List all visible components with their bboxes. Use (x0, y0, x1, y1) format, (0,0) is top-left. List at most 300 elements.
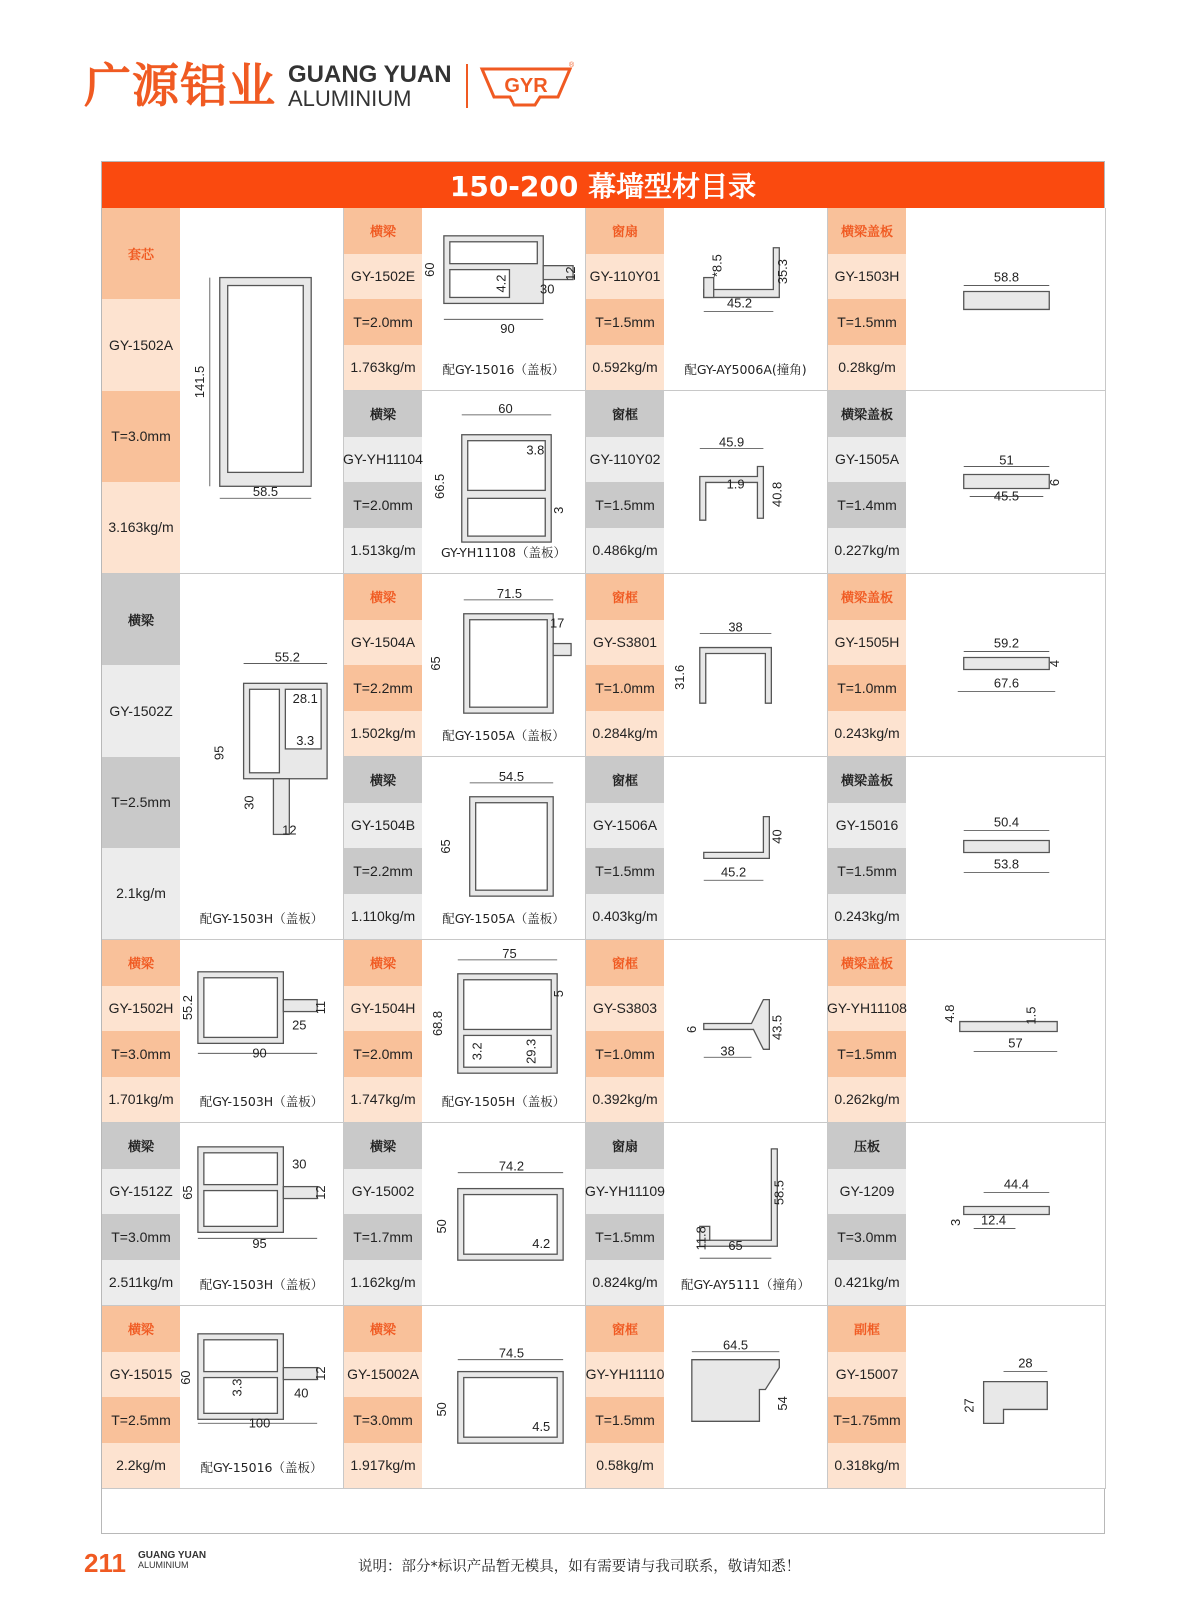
profile-model: GY-YH11109 (586, 1169, 664, 1215)
dimension-label: 58.5 (771, 1180, 787, 1206)
dimension-label: 45.5 (993, 488, 1020, 504)
profile-label-column (828, 1123, 906, 1305)
profile-weight: 0.421kg/m (828, 1260, 906, 1306)
profile-cell-gy-yh11110 (586, 1306, 828, 1489)
profile-cell-gy-15007 (828, 1306, 1106, 1489)
profile-cell-gy-1503h (828, 208, 1106, 391)
profile-cell-gy-1504h (344, 940, 586, 1123)
profile-section-diagram (664, 940, 827, 1122)
profile-cell-gy-1512z (102, 1123, 344, 1306)
profile-label-column (102, 574, 180, 939)
profile-thickness: T=2.5mm (102, 757, 180, 848)
svg-text:®: ® (568, 62, 574, 69)
profile-label-column (586, 574, 664, 756)
profile-weight: 1.763kg/m (344, 345, 422, 391)
dimension-label: 40 (294, 1385, 309, 1401)
profile-section-diagram (906, 208, 1105, 390)
profile-category: 横梁盖板 (828, 574, 906, 620)
profile-model: GY-1505A (828, 437, 906, 483)
profile-cell-gy-1209 (828, 1123, 1106, 1306)
profile-model: GY-YH11104 (344, 437, 422, 483)
dimension-label: 45.2 (721, 864, 747, 880)
profile-section-diagram (422, 1123, 585, 1305)
dimension-label: 28 (1018, 1355, 1033, 1371)
profile-cell-gy-15002a (344, 1306, 586, 1489)
profile-section-diagram (906, 1306, 1105, 1488)
dimension-label: 3 (551, 506, 567, 514)
profile-cell-gy-110y01 (586, 208, 828, 391)
profile-thickness: T=2.2mm (344, 848, 422, 894)
dimension-label: 1.5 (1023, 1006, 1039, 1025)
dimension-label: 71.5 (496, 585, 523, 601)
dimension-label: 55.2 (274, 649, 300, 665)
profile-cell-gy-s3801 (586, 574, 828, 757)
profile-category: 窗扇 (586, 1123, 664, 1169)
profile-caption: 配GY-1503H（盖板） (199, 1277, 324, 1292)
profile-caption: 配GY-1505A（盖板） (442, 911, 565, 926)
profile-section-diagram (180, 208, 343, 573)
dimension-label: 6 (683, 1025, 699, 1034)
profile-drawing (422, 1123, 585, 1305)
profile-cell-gy-1505h (828, 574, 1106, 757)
dimension-label: 65 (437, 839, 453, 854)
profile-model: GY-1504H (344, 986, 422, 1032)
profile-thickness: T=2.5mm (102, 1397, 180, 1443)
footer-brand-line1: GUANG YUAN (138, 1550, 207, 1561)
profile-thickness: T=2.2mm (344, 665, 422, 711)
profile-label-column (586, 391, 664, 573)
catalog-title: 150-200 幕墙型材目录 (102, 162, 1104, 208)
profile-weight: 0.58kg/m (586, 1443, 664, 1489)
profile-section-diagram (664, 391, 827, 573)
profile-section-diagram (664, 1306, 827, 1488)
profile-catalog (101, 161, 1105, 1534)
dimension-label: 38 (720, 1043, 735, 1059)
profile-thickness: T=1.5mm (828, 299, 906, 345)
profile-category: 横梁盖板 (828, 391, 906, 437)
profile-drawing (906, 1123, 1105, 1305)
dimension-label: 141.5 (191, 365, 207, 399)
profile-thickness: T=1.5mm (586, 482, 664, 528)
dimension-label: 12 (313, 1185, 329, 1200)
profile-caption: 配GY-AY5006A(撞角) (684, 362, 807, 377)
profile-model: GY-1512Z (102, 1169, 180, 1215)
profile-category: 横梁 (344, 1123, 422, 1169)
brand-en-line1: GUANG YUAN (288, 60, 452, 88)
profile-section-diagram (180, 574, 343, 939)
profile-drawing (664, 940, 827, 1122)
profile-drawing (906, 1306, 1105, 1488)
profile-category: 横梁 (344, 1306, 422, 1352)
brand-logo-icon (480, 61, 572, 111)
profile-category: 横梁 (344, 940, 422, 986)
profile-model: GY-1502A (102, 299, 180, 390)
profile-drawing (906, 574, 1105, 756)
profile-thickness: T=1.5mm (586, 848, 664, 894)
profile-weight: 1.701kg/m (102, 1077, 180, 1123)
dimension-label: 3 (947, 1218, 963, 1227)
profile-section-diagram (664, 574, 827, 756)
profile-weight: 0.262kg/m (828, 1077, 906, 1123)
profile-category: 横梁盖板 (828, 208, 906, 254)
profile-category: 窗框 (586, 574, 664, 620)
profile-label-column (344, 757, 422, 939)
profile-drawing (664, 1123, 827, 1305)
profile-caption: 配GY-1505H（盖板） (441, 1094, 566, 1109)
profile-model: GY-1506A (586, 803, 664, 849)
profile-drawing (177, 1306, 343, 1488)
profile-cell-gy-yh11108 (828, 940, 1106, 1123)
dimension-label: 59.2 (993, 635, 1020, 651)
dimension-label: 45.2 (726, 295, 753, 311)
brand-en-line2: ALUMINIUM (288, 86, 412, 112)
profile-category: 横梁 (344, 391, 422, 437)
profile-section-diagram (906, 1123, 1105, 1305)
profile-weight: 0.284kg/m (586, 711, 664, 757)
profile-category: 窗框 (586, 940, 664, 986)
profile-drawing (906, 391, 1105, 573)
brand-divider (466, 64, 468, 108)
profile-drawing (906, 208, 1105, 390)
profile-category: 窗框 (586, 757, 664, 803)
profile-thickness: T=1.5mm (828, 1031, 906, 1077)
profile-model: GY-YH11108 (828, 986, 906, 1032)
profile-model: GY-15007 (828, 1352, 906, 1398)
profile-label-column (102, 940, 180, 1122)
dimension-label: 54 (775, 1396, 791, 1411)
dimension-label: 67.6 (993, 675, 1020, 691)
dimension-label: *8.5 (709, 254, 725, 278)
profile-category: 横梁 (102, 1123, 180, 1169)
profile-label-column (828, 391, 906, 573)
profile-label-column (344, 1123, 422, 1305)
profile-thickness: T=1.5mm (586, 1214, 664, 1260)
profile-drawing (180, 940, 343, 1122)
profile-weight: 0.824kg/m (586, 1260, 664, 1306)
profile-cell-gy-15002 (344, 1123, 586, 1306)
profile-cell-gy-1504a (344, 574, 586, 757)
profile-label-column (102, 1123, 180, 1305)
footer-brand (138, 1551, 206, 1570)
profile-label-column (586, 1306, 664, 1488)
profile-label-column (102, 208, 180, 573)
dimension-label: 44.4 (1003, 1176, 1030, 1192)
profile-weight: 0.403kg/m (586, 894, 664, 940)
profile-thickness: T=3.0mm (828, 1214, 906, 1260)
profile-model: GY-1502Z (102, 665, 180, 756)
profile-drawing (422, 208, 585, 390)
profile-drawing (664, 574, 827, 756)
profile-section-diagram (664, 757, 827, 939)
profile-drawing (422, 757, 585, 939)
dimension-label: 65 (179, 1185, 195, 1200)
profile-weight: 1.110kg/m (344, 894, 422, 940)
profile-model: GY-110Y02 (586, 437, 664, 483)
dimension-label: 74.5 (498, 1345, 525, 1361)
dimension-label: 5 (551, 990, 567, 998)
dimension-label: 45.9 (719, 434, 745, 450)
dimension-label: 3.8 (526, 442, 545, 458)
dimension-label: 50 (433, 1219, 449, 1234)
profile-section-diagram (906, 391, 1105, 573)
profile-section-diagram (906, 757, 1105, 939)
profile-weight: 0.227kg/m (828, 528, 906, 574)
dimension-label: 50.4 (993, 814, 1020, 830)
dimension-label: 11.8 (693, 1226, 709, 1251)
dimension-label: 58.8 (993, 269, 1020, 285)
footer-note: 说明：部分*标识产品暂无模具，如有需要请与我司联系，敬请知悉！ (358, 1559, 801, 1575)
profile-model: GY-1502H (102, 986, 180, 1032)
profile-category: 套芯 (102, 208, 180, 299)
profile-category: 窗框 (586, 391, 664, 437)
dimension-label: 90 (500, 321, 515, 337)
profile-cell-gy-yh11109 (586, 1123, 828, 1306)
catalog-grid (102, 208, 1104, 1534)
profile-label-column (344, 391, 422, 573)
profile-weight: 2.511kg/m (102, 1260, 180, 1306)
dimension-label: 51 (999, 452, 1014, 468)
dimension-label: 65 (427, 656, 443, 671)
profile-thickness: T=3.0mm (102, 1031, 180, 1077)
profile-weight: 1.162kg/m (344, 1260, 422, 1306)
profile-model: GY-1503H (828, 254, 906, 300)
profile-drawing (664, 757, 827, 939)
profile-category: 副框 (828, 1306, 906, 1352)
logo-mark-text: GYR (503, 75, 548, 97)
dimension-label: 29.3 (523, 1038, 539, 1064)
profile-thickness: T=1.5mm (828, 848, 906, 894)
profile-category: 横梁 (344, 757, 422, 803)
dimension-label: 95 (252, 1236, 267, 1252)
dimension-label: 28.1 (292, 691, 318, 707)
dimension-label: 54.5 (498, 768, 525, 784)
dimension-label: 31.6 (671, 664, 687, 690)
profile-drawing (906, 940, 1105, 1122)
profile-category: 横梁 (102, 574, 180, 665)
profile-cell-gy-1502h (102, 940, 344, 1123)
profile-model: GY-15002A (344, 1352, 422, 1398)
dimension-label: 30 (241, 795, 257, 810)
profile-weight: 0.592kg/m (586, 345, 664, 391)
profile-cell-gy-1502e (344, 208, 586, 391)
dimension-label: 30 (540, 281, 555, 297)
profile-caption: 配GY-15016（盖板） (200, 1460, 323, 1475)
profile-section-diagram (422, 1306, 585, 1488)
profile-label-column (828, 574, 906, 756)
profile-drawing (664, 1306, 827, 1488)
dimension-label: 12 (282, 822, 297, 838)
dimension-label: 40 (769, 829, 785, 844)
page-number: 211 (84, 1548, 126, 1578)
profile-thickness: T=2.0mm (344, 1031, 422, 1077)
profile-category: 窗框 (586, 1306, 664, 1352)
profile-caption: 配GY-1503H（盖板） (199, 1094, 324, 1109)
profile-model: GY-1502E (344, 254, 422, 300)
dimension-label: 65 (728, 1238, 743, 1254)
profile-label-column (344, 940, 422, 1122)
brand-name-en (288, 62, 452, 110)
dimension-label: 40.8 (769, 481, 785, 507)
profile-category: 横梁盖板 (828, 757, 906, 803)
profile-cell-gy-1502z (102, 574, 344, 940)
dimension-label: 4.2 (493, 274, 509, 293)
dimension-label: 12 (313, 1366, 329, 1381)
dimension-label: 30 (292, 1156, 307, 1172)
profile-thickness: T=2.0mm (344, 299, 422, 345)
dimension-label: 55.2 (179, 995, 195, 1021)
profile-caption: 配GY-1503H（盖板） (199, 911, 324, 926)
dimension-label: 66.5 (431, 473, 447, 499)
profile-model: GY-YH11110 (586, 1352, 664, 1398)
profile-thickness: T=1.4mm (828, 482, 906, 528)
profile-caption: 配GY-15016（盖板） (442, 362, 565, 377)
profile-category: 横梁 (102, 1306, 180, 1352)
profile-drawing (180, 574, 343, 939)
profile-weight: 0.28kg/m (828, 345, 906, 391)
profile-thickness: T=3.0mm (102, 1214, 180, 1260)
dimension-label: 3.2 (469, 1042, 485, 1061)
profile-model: GY-110Y01 (586, 254, 664, 300)
profile-weight: 0.486kg/m (586, 528, 664, 574)
profile-weight: 1.917kg/m (344, 1443, 422, 1489)
profile-section-diagram (906, 940, 1105, 1122)
profile-category: 横梁 (102, 940, 180, 986)
dimension-label: 4.5 (532, 1419, 551, 1435)
profile-weight: 3.163kg/m (102, 482, 180, 573)
dimension-label: 68.8 (429, 1010, 445, 1037)
profile-drawing (664, 391, 827, 573)
profile-category: 横梁盖板 (828, 940, 906, 986)
brand-name-cn: 广源铝业 (84, 58, 276, 114)
profile-model: GY-1504A (344, 620, 422, 666)
profile-thickness: T=1.0mm (586, 665, 664, 711)
profile-category: 横梁 (344, 574, 422, 620)
profile-label-column (828, 208, 906, 390)
dimension-label: 58.5 (252, 484, 279, 500)
profile-drawing (422, 1306, 585, 1488)
dimension-label: 11 (313, 1000, 329, 1015)
profile-label-column (344, 208, 422, 390)
dimension-label: 60 (177, 1370, 193, 1385)
profile-weight: 0.318kg/m (828, 1443, 906, 1489)
dimension-label: 35.3 (775, 259, 791, 285)
dimension-label: 50 (433, 1402, 449, 1417)
profile-model: GY-1209 (828, 1169, 906, 1215)
profile-model: GY-15015 (102, 1352, 180, 1398)
profile-label-column (102, 1306, 180, 1488)
profile-thickness: T=2.0mm (344, 482, 422, 528)
dimension-label: 75 (502, 945, 517, 961)
brand-header (84, 56, 572, 116)
profile-drawing (422, 574, 585, 756)
dimension-label: 12 (563, 266, 579, 281)
profile-section-diagram (906, 574, 1105, 756)
profile-weight: 0.243kg/m (828, 894, 906, 940)
dimension-label: 43.5 (769, 1014, 785, 1041)
profile-thickness: T=1.0mm (828, 665, 906, 711)
profile-model: GY-S3801 (586, 620, 664, 666)
profile-weight: 2.2kg/m (102, 1443, 180, 1489)
profile-thickness: T=1.0mm (586, 1031, 664, 1077)
profile-cell-gy-yh11104 (344, 391, 586, 574)
profile-label-column (586, 940, 664, 1122)
footer-brand-line2: ALUMINIUM (138, 1560, 189, 1570)
profile-label-column (586, 208, 664, 390)
profile-drawing (422, 391, 585, 573)
profile-label-column (344, 574, 422, 756)
profile-model: GY-1505H (828, 620, 906, 666)
profile-label-column (828, 757, 906, 939)
profile-caption: 配GY-1505A（盖板） (442, 728, 565, 743)
profile-model: GY-15002 (344, 1169, 422, 1215)
profile-thickness: T=1.7mm (344, 1214, 422, 1260)
dimension-label: 3.3 (296, 732, 315, 748)
profile-label-column (344, 1306, 422, 1488)
dimension-label: 6 (1047, 478, 1063, 487)
profile-model: GY-15016 (828, 803, 906, 849)
dimension-label: 60 (421, 262, 437, 277)
profile-thickness: T=1.5mm (586, 1397, 664, 1443)
profile-thickness: T=3.0mm (344, 1397, 422, 1443)
profile-model: GY-S3803 (586, 986, 664, 1032)
dimension-label: 25 (292, 1017, 307, 1033)
profile-label-column (586, 757, 664, 939)
profile-weight: 1.513kg/m (344, 528, 422, 574)
dimension-label: 100 (248, 1415, 271, 1431)
profile-category: 窗扇 (586, 208, 664, 254)
profile-thickness: T=3.0mm (102, 391, 180, 482)
profile-label-column (828, 1306, 906, 1488)
profile-cell-gy-15016 (828, 757, 1106, 940)
profile-cell-gy-s3803 (586, 940, 828, 1123)
profile-category: 压板 (828, 1123, 906, 1169)
dimension-label: 27 (961, 1398, 977, 1413)
dimension-label: 17 (549, 615, 565, 631)
dimension-label: 4.8 (941, 1004, 957, 1023)
profile-cell-gy-110y02 (586, 391, 828, 574)
profile-weight: 1.747kg/m (344, 1077, 422, 1123)
dimension-label: 4 (1047, 659, 1063, 668)
profile-label-column (586, 1123, 664, 1305)
dimension-label: 3.3 (229, 1378, 245, 1397)
dimension-label: 4.2 (532, 1236, 551, 1252)
dimension-label: 90 (252, 1045, 267, 1061)
profile-thickness: T=1.5mm (586, 299, 664, 345)
profile-drawing (180, 1123, 343, 1305)
profile-cell-gy-1506a (586, 757, 828, 940)
profile-weight: 1.502kg/m (344, 711, 422, 757)
profile-thickness: T=1.75mm (828, 1397, 906, 1443)
profile-weight: 0.243kg/m (828, 711, 906, 757)
profile-weight: 0.392kg/m (586, 1077, 664, 1123)
profile-model: GY-1504B (344, 803, 422, 849)
dimension-label: 60 (498, 400, 513, 416)
profile-drawing (906, 757, 1105, 939)
profile-cell-gy-1504b (344, 757, 586, 940)
profile-weight: 2.1kg/m (102, 848, 180, 939)
dimension-label: 38 (728, 619, 743, 635)
profile-label-column (828, 940, 906, 1122)
profile-cell-gy-1505a (828, 391, 1106, 574)
dimension-label: 57 (1008, 1035, 1023, 1051)
profile-category: 横梁 (344, 208, 422, 254)
dimension-label: 1.9 (726, 476, 745, 492)
profile-cell-gy-15015 (102, 1306, 344, 1489)
dimension-label: 53.8 (993, 856, 1020, 872)
profile-drawing (664, 208, 827, 390)
dimension-label: 74.2 (498, 1158, 525, 1174)
dimension-label: 64.5 (722, 1337, 749, 1353)
